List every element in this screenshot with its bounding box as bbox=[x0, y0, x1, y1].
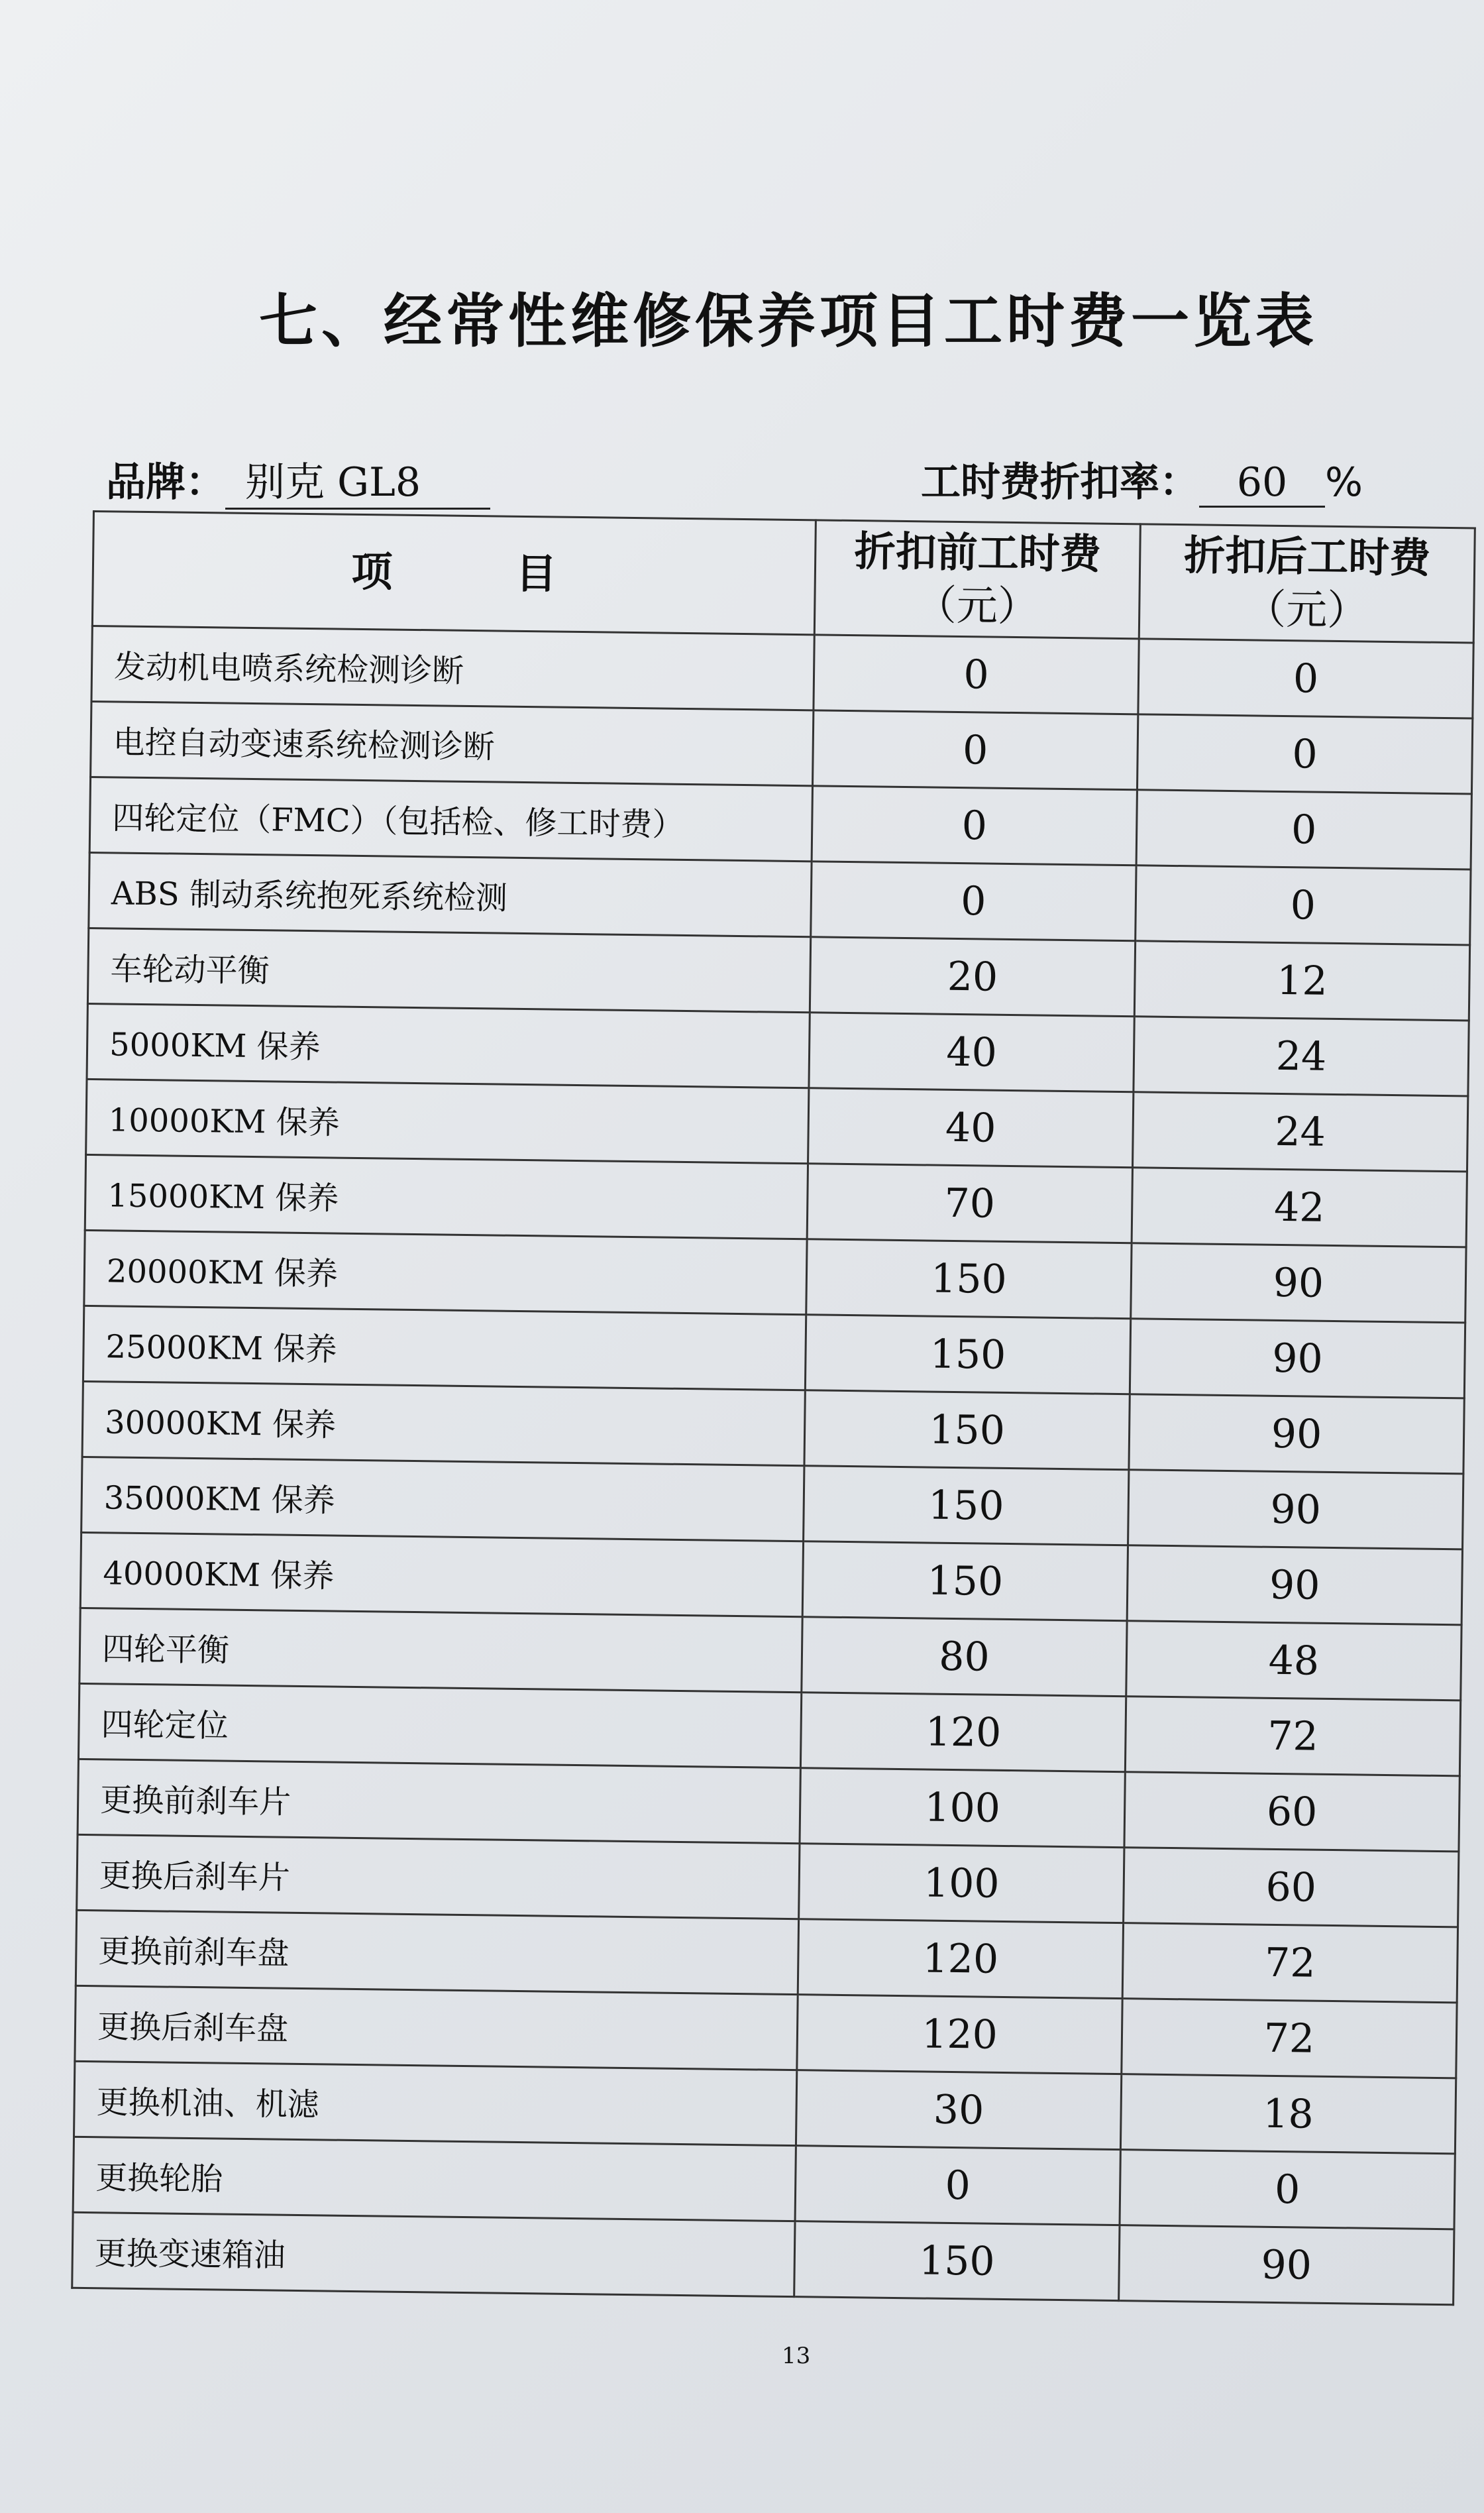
item-cell: 5000KM 保养 bbox=[87, 1003, 810, 1088]
fee-before-cell: 100 bbox=[800, 1768, 1125, 1848]
fee-after-cell: 90 bbox=[1131, 1243, 1466, 1323]
fee-after-cell: 90 bbox=[1128, 1470, 1463, 1549]
item-cell: 四轮定位（FMC）（包括检、修工时费） bbox=[89, 777, 812, 861]
fee-after-cell: 24 bbox=[1134, 1017, 1469, 1096]
fee-after-cell: 0 bbox=[1138, 639, 1473, 718]
fee-before-cell: 120 bbox=[798, 1919, 1123, 1999]
fee-before-cell: 120 bbox=[797, 1995, 1122, 2074]
item-cell: 25000KM 保养 bbox=[83, 1306, 806, 1390]
item-cell: ABS 制动系统抱死系统检测 bbox=[89, 852, 812, 936]
header-fee-after-title: 折扣后工时费 bbox=[1183, 531, 1431, 583]
item-cell: 更换变速箱油 bbox=[72, 2212, 795, 2296]
fee-before-cell: 20 bbox=[810, 937, 1135, 1017]
brand-value: 别克 GL8 bbox=[225, 451, 490, 510]
header-item: 项 目 bbox=[92, 512, 816, 635]
header-fee-before-title: 折扣前工时费 bbox=[854, 527, 1102, 579]
fee-before-cell: 150 bbox=[806, 1239, 1132, 1319]
item-cell: 10000KM 保养 bbox=[86, 1079, 809, 1163]
item-cell: 更换前刹车片 bbox=[78, 1759, 800, 1843]
document-title: 七、经常性维修保养项目工时费一览表 bbox=[258, 287, 1318, 355]
fee-before-cell: 100 bbox=[799, 1844, 1124, 1923]
item-cell: 四轮定位 bbox=[78, 1683, 801, 1767]
fee-before-cell: 150 bbox=[805, 1315, 1130, 1394]
table-row bbox=[72, 2212, 1454, 2304]
item-cell: 更换后刹车片 bbox=[77, 1834, 800, 1919]
item-cell: 15000KM 保养 bbox=[85, 1154, 808, 1239]
fee-before-cell: 150 bbox=[794, 2221, 1120, 2301]
fee-after-cell: 24 bbox=[1133, 1092, 1468, 1172]
fee-before-cell: 70 bbox=[807, 1164, 1132, 1243]
fee-after-cell: 18 bbox=[1120, 2074, 1456, 2154]
item-cell: 更换轮胎 bbox=[73, 2137, 796, 2221]
fee-before-cell: 40 bbox=[808, 1088, 1134, 1168]
fee-before-cell: 0 bbox=[811, 862, 1136, 941]
fee-before-cell: 30 bbox=[796, 2070, 1121, 2150]
fee-after-cell: 12 bbox=[1134, 941, 1469, 1021]
fee-after-cell: 90 bbox=[1129, 1394, 1464, 1474]
fee-before-cell: 0 bbox=[814, 635, 1139, 714]
header-fee-before-discount bbox=[814, 520, 1140, 639]
fee-before-cell: 0 bbox=[813, 710, 1138, 790]
fee-after-cell: 60 bbox=[1124, 1772, 1459, 1852]
header-fee-after-unit: （元） bbox=[1244, 585, 1369, 635]
fee-before-cell: 150 bbox=[804, 1466, 1129, 1545]
table-body bbox=[72, 626, 1473, 2305]
discount-rate-field bbox=[921, 451, 1363, 508]
fee-after-cell: 90 bbox=[1130, 1319, 1465, 1398]
fee-before-cell: 0 bbox=[812, 786, 1137, 866]
discount-rate-value: 60 bbox=[1199, 459, 1325, 508]
item-cell: 更换机油、机滤 bbox=[74, 2061, 797, 2145]
item-cell: 发动机电喷系统检测诊断 bbox=[91, 626, 814, 710]
fee-before-cell: 120 bbox=[800, 1693, 1126, 1772]
item-cell: 更换前刹车盘 bbox=[76, 1910, 798, 1994]
header-fee-after-discount bbox=[1139, 524, 1475, 643]
fee-before-cell: 150 bbox=[804, 1390, 1130, 1470]
labor-fee-table bbox=[71, 510, 1476, 2306]
fee-before-cell: 40 bbox=[809, 1013, 1134, 1092]
fee-after-cell: 72 bbox=[1122, 1923, 1458, 2003]
fee-after-cell: 60 bbox=[1124, 1848, 1459, 1927]
fee-before-cell: 80 bbox=[802, 1617, 1127, 1697]
fee-after-cell: 0 bbox=[1136, 866, 1471, 945]
item-cell: 四轮平衡 bbox=[80, 1608, 802, 1692]
item-cell: 35000KM 保养 bbox=[81, 1457, 804, 1541]
item-cell: 30000KM 保养 bbox=[82, 1381, 805, 1465]
fee-after-cell: 42 bbox=[1132, 1168, 1467, 1247]
fee-after-cell: 72 bbox=[1122, 1999, 1457, 2078]
fee-after-cell: 90 bbox=[1119, 2225, 1454, 2305]
item-cell: 20000KM 保养 bbox=[84, 1230, 807, 1314]
fee-after-cell: 0 bbox=[1136, 790, 1471, 869]
page-number: 13 bbox=[782, 2343, 811, 2369]
fee-before-cell: 150 bbox=[802, 1541, 1128, 1621]
fee-after-cell: 0 bbox=[1137, 714, 1472, 794]
item-cell: 40000KM 保养 bbox=[80, 1532, 803, 1616]
brand-field bbox=[106, 451, 490, 510]
fee-after-cell: 72 bbox=[1125, 1697, 1460, 1776]
item-cell: 车轮动平衡 bbox=[87, 928, 810, 1012]
header-fee-before-unit: （元） bbox=[915, 581, 1039, 631]
item-cell: 电控自动变速系统检测诊断 bbox=[91, 701, 814, 785]
brand-label: 品牌： bbox=[106, 459, 225, 506]
discount-rate-label: 工时费折扣率： bbox=[921, 459, 1199, 506]
discount-rate-unit: % bbox=[1325, 459, 1363, 506]
table-header-row bbox=[92, 512, 1475, 643]
fee-before-cell: 0 bbox=[795, 2146, 1120, 2225]
item-cell: 更换后刹车盘 bbox=[75, 1985, 798, 2070]
fee-after-cell: 48 bbox=[1126, 1621, 1461, 1701]
fee-after-cell: 0 bbox=[1120, 2150, 1455, 2229]
fee-after-cell: 90 bbox=[1127, 1545, 1462, 1625]
